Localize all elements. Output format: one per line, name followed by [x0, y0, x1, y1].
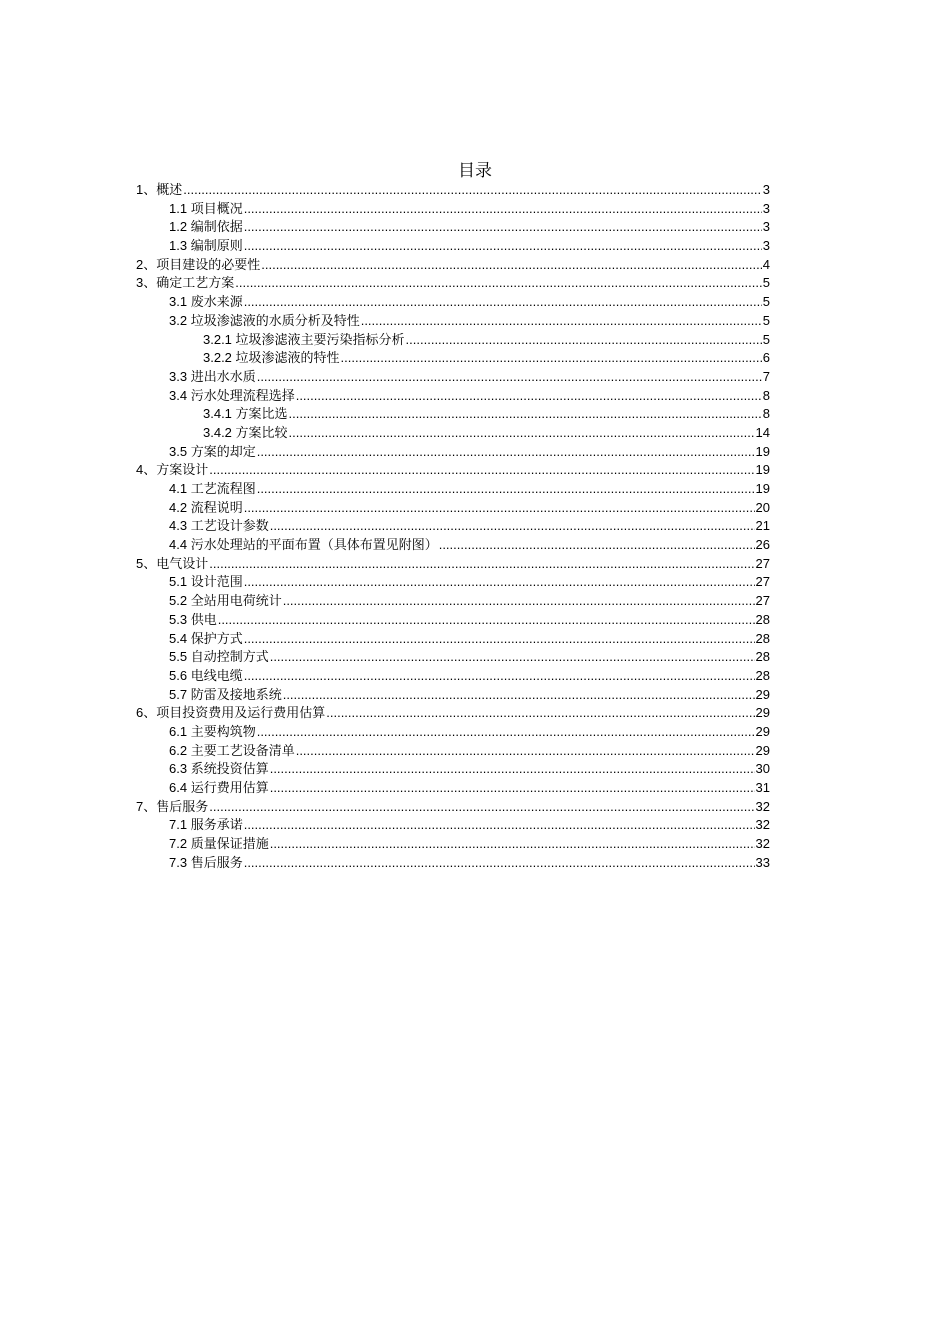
toc-entry-page-number: 6 — [762, 350, 770, 366]
toc-entry-page-number: 14 — [755, 424, 770, 440]
toc-entry[interactable] — [136, 480, 770, 499]
toc-entry-page-number: 27 — [755, 593, 770, 609]
toc-dot-leader — [406, 331, 762, 350]
toc-entry[interactable] — [136, 723, 770, 742]
toc-entry[interactable] — [136, 424, 770, 443]
toc-entry-title: 概述 — [156, 183, 183, 198]
toc-entry-title: 售后服务 — [190, 855, 243, 871]
toc-entry-page-number: 29 — [755, 686, 770, 702]
toc-entry-title: 售后服务 — [156, 799, 209, 815]
toc-entry-title: 电气设计 — [156, 556, 209, 572]
toc-entry-number: 2、 — [136, 256, 157, 272]
toc-entry-number: 6、 — [136, 705, 157, 721]
toc-entry-title: 自动控制方式 — [190, 650, 269, 666]
toc-entry-number: 1、 — [136, 182, 157, 197]
toc-entry-page-number: 5 — [762, 275, 770, 291]
toc-entry-title: 质量保证措施 — [190, 837, 269, 853]
toc-entry-page-number: 3 — [762, 200, 770, 216]
toc-dot-leader — [257, 443, 755, 462]
toc-entry-page-number: 32 — [755, 817, 770, 833]
toc-entry-title: 污水处理站的平面布置（具体布置见附图） — [190, 538, 438, 554]
toc-entry[interactable] — [136, 686, 770, 705]
toc-entry-title: 项目建设的必要性 — [156, 257, 261, 273]
toc-entry-page-number: 19 — [755, 443, 770, 459]
toc-entry-number: 3.3 — [169, 368, 191, 384]
toc-entry-title: 确定工艺方案 — [156, 276, 235, 292]
toc-entry-page-number: 8 — [762, 387, 770, 403]
toc-dot-leader — [209, 555, 754, 574]
toc-entry-number: 3.2.1 — [203, 331, 236, 347]
toc-entry[interactable] — [136, 349, 770, 368]
toc-dot-leader — [270, 760, 755, 779]
toc-entry[interactable] — [136, 798, 770, 817]
toc-entry-title: 服务承诺 — [190, 818, 243, 834]
toc-entry-title: 方案比选 — [235, 407, 288, 423]
toc-entry[interactable] — [136, 499, 770, 518]
toc-entry-number: 3、 — [136, 275, 157, 291]
toc-entry-page-number: 28 — [755, 649, 770, 665]
toc-dot-leader — [289, 405, 762, 424]
toc-dot-leader — [244, 667, 755, 686]
toc-entry[interactable] — [136, 760, 770, 779]
toc-entry-page-number: 29 — [755, 723, 770, 739]
toc-dot-leader — [296, 742, 755, 761]
toc-entry-title: 垃圾渗滤液的水质分析及特性 — [190, 313, 360, 329]
toc-entry-title: 项目投资费用及运行费用估算 — [156, 706, 326, 722]
toc-entry-page-number: 19 — [755, 481, 770, 496]
toc-entry-title: 供电 — [190, 612, 217, 628]
toc-entry[interactable] — [136, 200, 770, 219]
toc-entry-title: 电线电缆 — [190, 668, 243, 684]
toc-entry-number: 1.1 — [169, 200, 191, 216]
toc-entry[interactable] — [136, 517, 770, 536]
toc-dot-leader — [244, 630, 755, 649]
toc-entry-page-number: 27 — [755, 555, 770, 571]
toc-entry-title: 进出水水质 — [190, 369, 256, 385]
toc-entry-number: 3.5 — [169, 443, 191, 459]
toc-entry[interactable] — [136, 443, 770, 462]
toc-entry-number: 5.6 — [169, 667, 191, 683]
toc-dot-leader — [296, 387, 762, 406]
toc-entry[interactable] — [136, 405, 770, 424]
toc-entry-number: 3.1 — [169, 294, 191, 310]
toc-entry-page-number: 33 — [755, 854, 770, 870]
toc-entry[interactable] — [136, 536, 770, 555]
toc-list — [136, 181, 770, 872]
toc-dot-leader — [183, 181, 762, 200]
toc-entry-number: 6.2 — [169, 742, 191, 758]
toc-entry-title: 垃圾渗滤液的特性 — [235, 351, 340, 367]
toc-entry-title: 垃圾渗滤液主要污染指标分析 — [235, 332, 405, 348]
toc-entry-page-number: 8 — [762, 406, 770, 422]
toc-dot-leader — [270, 835, 755, 854]
toc-entry-page-number: 27 — [755, 574, 770, 590]
toc-dot-leader — [244, 237, 762, 256]
toc-entry-number: 7.2 — [169, 836, 191, 852]
toc-entry-title: 方案的却定 — [190, 444, 256, 460]
toc-entry-page-number: 31 — [755, 780, 770, 795]
toc-dot-leader — [244, 854, 755, 873]
toc-dot-leader — [257, 368, 762, 387]
toc-entry-title: 项目概况 — [190, 201, 243, 217]
toc-entry[interactable] — [136, 237, 770, 256]
toc-entry-page-number: 20 — [755, 499, 770, 515]
toc-entry[interactable] — [136, 387, 770, 406]
toc-entry-number: 4.4 — [169, 537, 191, 553]
toc-entry[interactable] — [136, 779, 770, 798]
toc-entry-number: 1.2 — [169, 219, 191, 235]
toc-entry-page-number: 3 — [762, 182, 770, 197]
toc-entry-title: 污水处理流程选择 — [190, 388, 295, 404]
toc-dot-leader — [361, 312, 762, 331]
toc-dot-leader — [270, 648, 755, 667]
toc-dot-leader — [244, 200, 762, 219]
toc-entry-title: 运行费用估算 — [190, 781, 269, 796]
toc-entry-page-number: 29 — [755, 742, 770, 758]
toc-entry[interactable] — [136, 461, 770, 480]
toc-entry-page-number: 3 — [762, 238, 770, 254]
toc-entry[interactable] — [136, 181, 770, 200]
toc-entry-title: 编制原则 — [190, 239, 243, 255]
toc-entry-number: 1.3 — [169, 238, 191, 254]
toc-entry-title: 废水来源 — [190, 295, 243, 311]
toc-entry-page-number: 28 — [755, 630, 770, 646]
toc-entry-page-number: 5 — [762, 331, 770, 347]
toc-entry[interactable] — [136, 573, 770, 592]
toc-entry-page-number: 19 — [755, 462, 770, 478]
toc-entry[interactable] — [136, 667, 770, 686]
toc-title: 目录 — [458, 161, 492, 181]
toc-dot-leader — [439, 536, 755, 555]
toc-entry-title: 主要工艺设备清单 — [190, 743, 295, 759]
toc-entry-number: 3.4.1 — [203, 406, 236, 422]
toc-entry[interactable] — [136, 592, 770, 611]
toc-entry-title: 方案设计 — [156, 463, 209, 479]
toc-entry-page-number: 32 — [755, 836, 770, 852]
toc-dot-leader — [244, 499, 755, 518]
toc-entry-title: 设计范围 — [190, 575, 243, 591]
toc-entry-number: 5.1 — [169, 574, 191, 590]
toc-entry-number: 5.2 — [169, 593, 191, 609]
toc-dot-leader — [326, 704, 754, 723]
toc-entry[interactable] — [136, 274, 770, 293]
toc-entry[interactable] — [136, 256, 770, 275]
toc-entry-page-number: 30 — [755, 761, 770, 777]
toc-entry[interactable] — [136, 218, 770, 237]
toc-entry-number: 6.4 — [169, 780, 191, 795]
toc-dot-leader — [209, 461, 754, 480]
toc-dot-leader — [261, 256, 762, 275]
toc-entry-title: 工艺流程图 — [190, 482, 256, 497]
toc-entry[interactable] — [136, 742, 770, 761]
toc-entry-number: 3.4.2 — [203, 424, 236, 440]
toc-dot-leader — [283, 686, 755, 705]
toc-dot-leader — [257, 480, 755, 499]
toc-dot-leader — [270, 779, 755, 798]
toc-entry-page-number: 21 — [755, 518, 770, 534]
toc-dot-leader — [244, 218, 762, 237]
toc-entry[interactable] — [136, 630, 770, 649]
toc-entry-title: 防雷及接地系统 — [190, 687, 282, 703]
toc-entry-title: 方案比较 — [235, 425, 288, 441]
toc-entry-number: 5、 — [136, 555, 157, 571]
toc-entry-number: 4、 — [136, 462, 157, 478]
toc-entry-page-number: 28 — [755, 667, 770, 683]
toc-entry-title: 工艺设计参数 — [190, 519, 269, 535]
toc-entry-title: 保护方式 — [190, 631, 243, 647]
toc-entry-number: 5.7 — [169, 686, 191, 702]
toc-entry-number: 3.4 — [169, 387, 191, 403]
toc-dot-leader — [244, 293, 762, 312]
toc-entry[interactable] — [136, 331, 770, 350]
toc-entry-number: 4.3 — [169, 518, 191, 534]
toc-entry-number: 3.2.2 — [203, 350, 236, 366]
toc-entry-number: 4.2 — [169, 499, 191, 515]
toc-dot-leader — [235, 274, 762, 293]
toc-entry-page-number: 28 — [755, 611, 770, 627]
toc-entry[interactable] — [136, 293, 770, 312]
toc-entry-number: 5.3 — [169, 611, 191, 627]
toc-dot-leader — [244, 573, 755, 592]
toc-dot-leader — [341, 349, 762, 368]
toc-entry-page-number: 29 — [755, 705, 770, 721]
toc-dot-leader — [209, 798, 754, 817]
toc-entry[interactable] — [136, 835, 770, 854]
toc-dot-leader — [283, 592, 755, 611]
toc-entry[interactable] — [136, 854, 770, 873]
toc-dot-leader — [257, 723, 755, 742]
toc-entry-title: 编制依据 — [190, 220, 243, 236]
toc-entry[interactable] — [136, 368, 770, 387]
toc-dot-leader — [289, 424, 755, 443]
toc-entry-number: 3.2 — [169, 312, 191, 328]
toc-entry-title: 流程说明 — [190, 500, 243, 516]
toc-entry-page-number: 7 — [762, 368, 770, 384]
toc-entry-page-number: 32 — [755, 798, 770, 814]
toc-entry[interactable] — [136, 648, 770, 667]
toc-dot-leader — [244, 816, 755, 835]
toc-entry-number: 5.4 — [169, 630, 191, 646]
toc-entry[interactable] — [136, 704, 770, 723]
toc-entry-number: 4.1 — [169, 481, 191, 496]
toc-entry-number: 6.3 — [169, 761, 191, 777]
toc-dot-leader — [270, 517, 755, 536]
toc-entry-title: 主要构筑物 — [190, 724, 256, 740]
toc-entry-page-number: 3 — [762, 219, 770, 235]
toc-entry-number: 7.1 — [169, 817, 191, 833]
toc-entry-number: 7、 — [136, 798, 157, 814]
toc-dot-leader — [218, 611, 755, 630]
toc-entry[interactable] — [136, 816, 770, 835]
toc-entry-number: 6.1 — [169, 723, 191, 739]
toc-entry[interactable] — [136, 312, 770, 331]
toc-entry-number: 5.5 — [169, 649, 191, 665]
toc-entry-page-number: 26 — [755, 537, 770, 553]
toc-entry-page-number: 5 — [762, 294, 770, 310]
toc-entry-title: 全站用电荷统计 — [190, 594, 282, 610]
toc-entry[interactable] — [136, 555, 770, 574]
toc-entry-page-number: 5 — [762, 312, 770, 328]
toc-entry-page-number: 4 — [762, 256, 770, 272]
toc-entry[interactable] — [136, 611, 770, 630]
toc-entry-title: 系统投资估算 — [190, 762, 269, 778]
toc-entry-number: 7.3 — [169, 854, 191, 870]
